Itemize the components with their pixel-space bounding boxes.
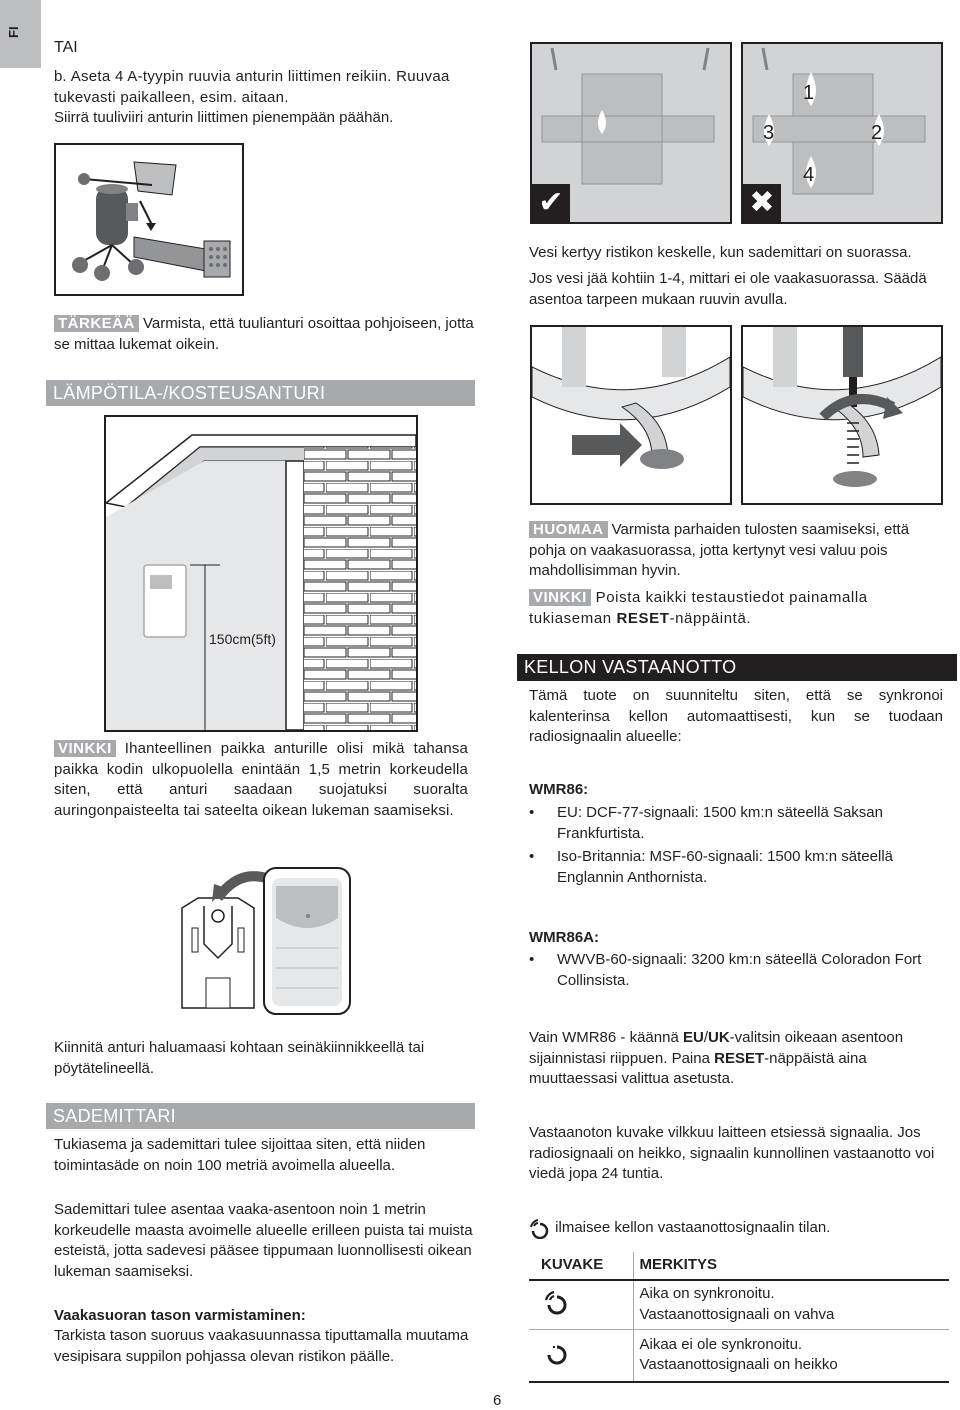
rain-gauge-heading: SADEMITTARI <box>46 1103 475 1129</box>
table-row <box>529 1330 949 1382</box>
wind-sensor-figure <box>54 143 244 296</box>
level-text: Tarkista tason suoruus vaakasuunnassa tiputtamalla muutama vesipisara suppilon pohjassa olevan ristikon päälle. <box>54 1327 469 1365</box>
mount-text: Kiinnitä anturi haluamaasi kohtaan seinäkiinnikkeellä tai pöytätelineellä. <box>54 1039 425 1077</box>
blink-text: Vastaanoton kuvake vilkkuu laitteen etsiessä signaalia. Jos radiosignaali on heikko, signaalin kunnollinen vastaanotto voi viedä jopa 24 tuntia. <box>529 1124 935 1182</box>
wmr86-list <box>529 803 943 888</box>
tip-reset-bold: RESET <box>616 609 670 627</box>
check-icon: ✔ <box>532 184 570 222</box>
base-level-illustration-b <box>743 327 941 503</box>
language-tab-label: FI <box>6 26 21 38</box>
water-paragraph-1: Vesi kertyy ristikon keskelle, kun sademittari on suorassa. <box>529 244 912 261</box>
table-row <box>529 1280 949 1330</box>
mount-figure <box>168 858 358 1018</box>
table-header-meaning: MERKITYS <box>639 1256 718 1273</box>
rain-paragraph-2: Sademittari tulee asentaa vaaka-asentoon noin 1 metrin korkeudelle maasta avoimelle alueelle erilleen puista tai muista esteistä, jotta sadevesi pääsee tippumaan luonnollisesti oikean lukeman saamiseksi. <box>54 1201 473 1280</box>
tip-reset <box>529 588 949 629</box>
note-base-level <box>529 520 949 582</box>
funnel-level-correct-figure <box>530 42 732 224</box>
height-label: 150cm(5ft) <box>209 631 276 647</box>
important-text: Varmista, että tuulianturi osoittaa pohjoiseen, jotta se mittaa lukemat oikein. <box>54 315 474 353</box>
base-level-figure-a <box>530 325 732 505</box>
wmr86a-list <box>529 950 943 991</box>
water-paragraph-2: Jos vesi jää kohtiin 1-4, mittari ei ole vaakasuorassa. Säädä asentoa tarpeen mukaan ruuvin avulla. <box>529 270 927 308</box>
region-switch-text: Vain WMR86 - käännä EU/UK-valitsin oikeaan asentoon sijainnistasi riippuen. Paina RESET-näppäistä aina muuttaessasi valittua asetusta. <box>529 1029 904 1087</box>
tip-placement <box>54 739 468 821</box>
step-b-text-2: Siirrä tuuliviiri anturin liittimen pienempään päähän. <box>54 109 394 126</box>
signal-weak-icon <box>529 1330 633 1382</box>
wind-sensor-illustration <box>56 145 242 294</box>
important-note <box>54 314 474 355</box>
tip-reset-text-a: Poista kaikki testaustiedot painamalla tukiaseman <box>529 589 868 627</box>
tip-text: Ihanteellinen paikka anturille olisi mikä tahansa paikka kodin ulkopuolella enintään 1,5 metrin korkeudella siten, että anturi saadaan suojatuksi suoralta auringonpaisteelta tai sateelta oikean lukeman saamiseksi. <box>54 740 468 819</box>
row-meaning-line2: Vastaanottosignaali on vahva <box>639 1305 835 1323</box>
list-item: • EU: DCF-77-signaali: 1500 km:n säteellä Saksan Frankfurtista. <box>529 803 943 844</box>
note-tag: HUOMAA <box>529 521 608 538</box>
table-header-row <box>529 1252 949 1280</box>
tip-reset-text-b: -näppäintä. <box>669 609 752 627</box>
funnel-point-1: 1 <box>803 82 815 104</box>
base-level-figure-b <box>741 325 943 505</box>
temp-humidity-heading: LÄMPÖTILA-/KOSTEUSANTURI <box>46 380 475 406</box>
funnel-point-4: 4 <box>803 164 815 186</box>
funnel-point-2: 2 <box>871 122 883 144</box>
indicator-text: ilmaisee kellon vastaanottosignaalin tilan. <box>555 1218 831 1236</box>
row-meaning-line1: Aikaa ei ole synkronoitu. <box>639 1335 803 1353</box>
level-heading: Vaakasuoran tason varmistaminen: <box>54 1307 306 1324</box>
row-meaning-line1: Aika on synkronoitu. <box>639 1285 775 1303</box>
note-text: Varmista parhaiden tulosten saamiseksi, että pohja on vaakasuorassa, jotta kertynyt vesi valuu pois mahdollisimman hyvin. <box>529 521 910 579</box>
clock-reception-heading: KELLON VASTAANOTTO <box>517 654 957 681</box>
row-meaning-line2: Vastaanottosignaali on heikko <box>639 1356 838 1374</box>
indicator-line <box>529 1217 949 1239</box>
table-header-icon: KUVAKE <box>529 1252 633 1280</box>
icon-meaning-table <box>529 1252 949 1383</box>
step-b-prefix: b. <box>54 68 67 85</box>
rain-paragraph-1: Tukiasema ja sademittari tulee sijoittaa siten, että niiden toimintasäde on noin 100 metriä avoimella alueella. <box>54 1136 426 1174</box>
list-item: • Iso-Britannia: MSF-60-signaali: 1500 km:n säteellä Englannin Anthornista. <box>529 847 943 888</box>
tai-label: TAI <box>54 39 78 56</box>
tip-reset-tag: VINKKI <box>529 589 591 606</box>
list-item: • WWVB-60-signaali: 3200 km:n säteellä Coloradon Fort Collinsista. <box>529 950 943 991</box>
wmr86-heading: WMR86: <box>529 781 589 798</box>
house-wall-figure <box>104 415 418 732</box>
mount-illustration <box>168 858 358 1018</box>
funnel-level-incorrect-figure <box>741 42 943 224</box>
important-tag: TÄRKEÄÄ <box>54 315 139 332</box>
page-number: 6 <box>493 1392 502 1409</box>
wmr86a-heading: WMR86A: <box>529 929 599 946</box>
base-level-illustration-a <box>532 327 730 503</box>
step-b-text: Aseta 4 A-tyypin ruuvia anturin liittimen reikiin. Ruuvaa tukevasti paikalleen, esim. aitaan. <box>54 68 450 106</box>
signal-indicator-icon <box>529 1217 551 1239</box>
clock-intro: Tämä tuote on suunniteltu siten, että se synkronoi kalenterinsa kellon automaattisesti, kun se tuodaan radiosignaalin alueelle: <box>529 687 943 745</box>
signal-strong-icon <box>529 1280 633 1330</box>
funnel-point-3: 3 <box>763 122 775 144</box>
step-b <box>54 67 474 129</box>
language-tab <box>0 0 41 68</box>
house-wall-illustration <box>106 417 416 730</box>
cross-icon: ✖ <box>743 184 781 222</box>
tip-tag: VINKKI <box>54 740 116 757</box>
